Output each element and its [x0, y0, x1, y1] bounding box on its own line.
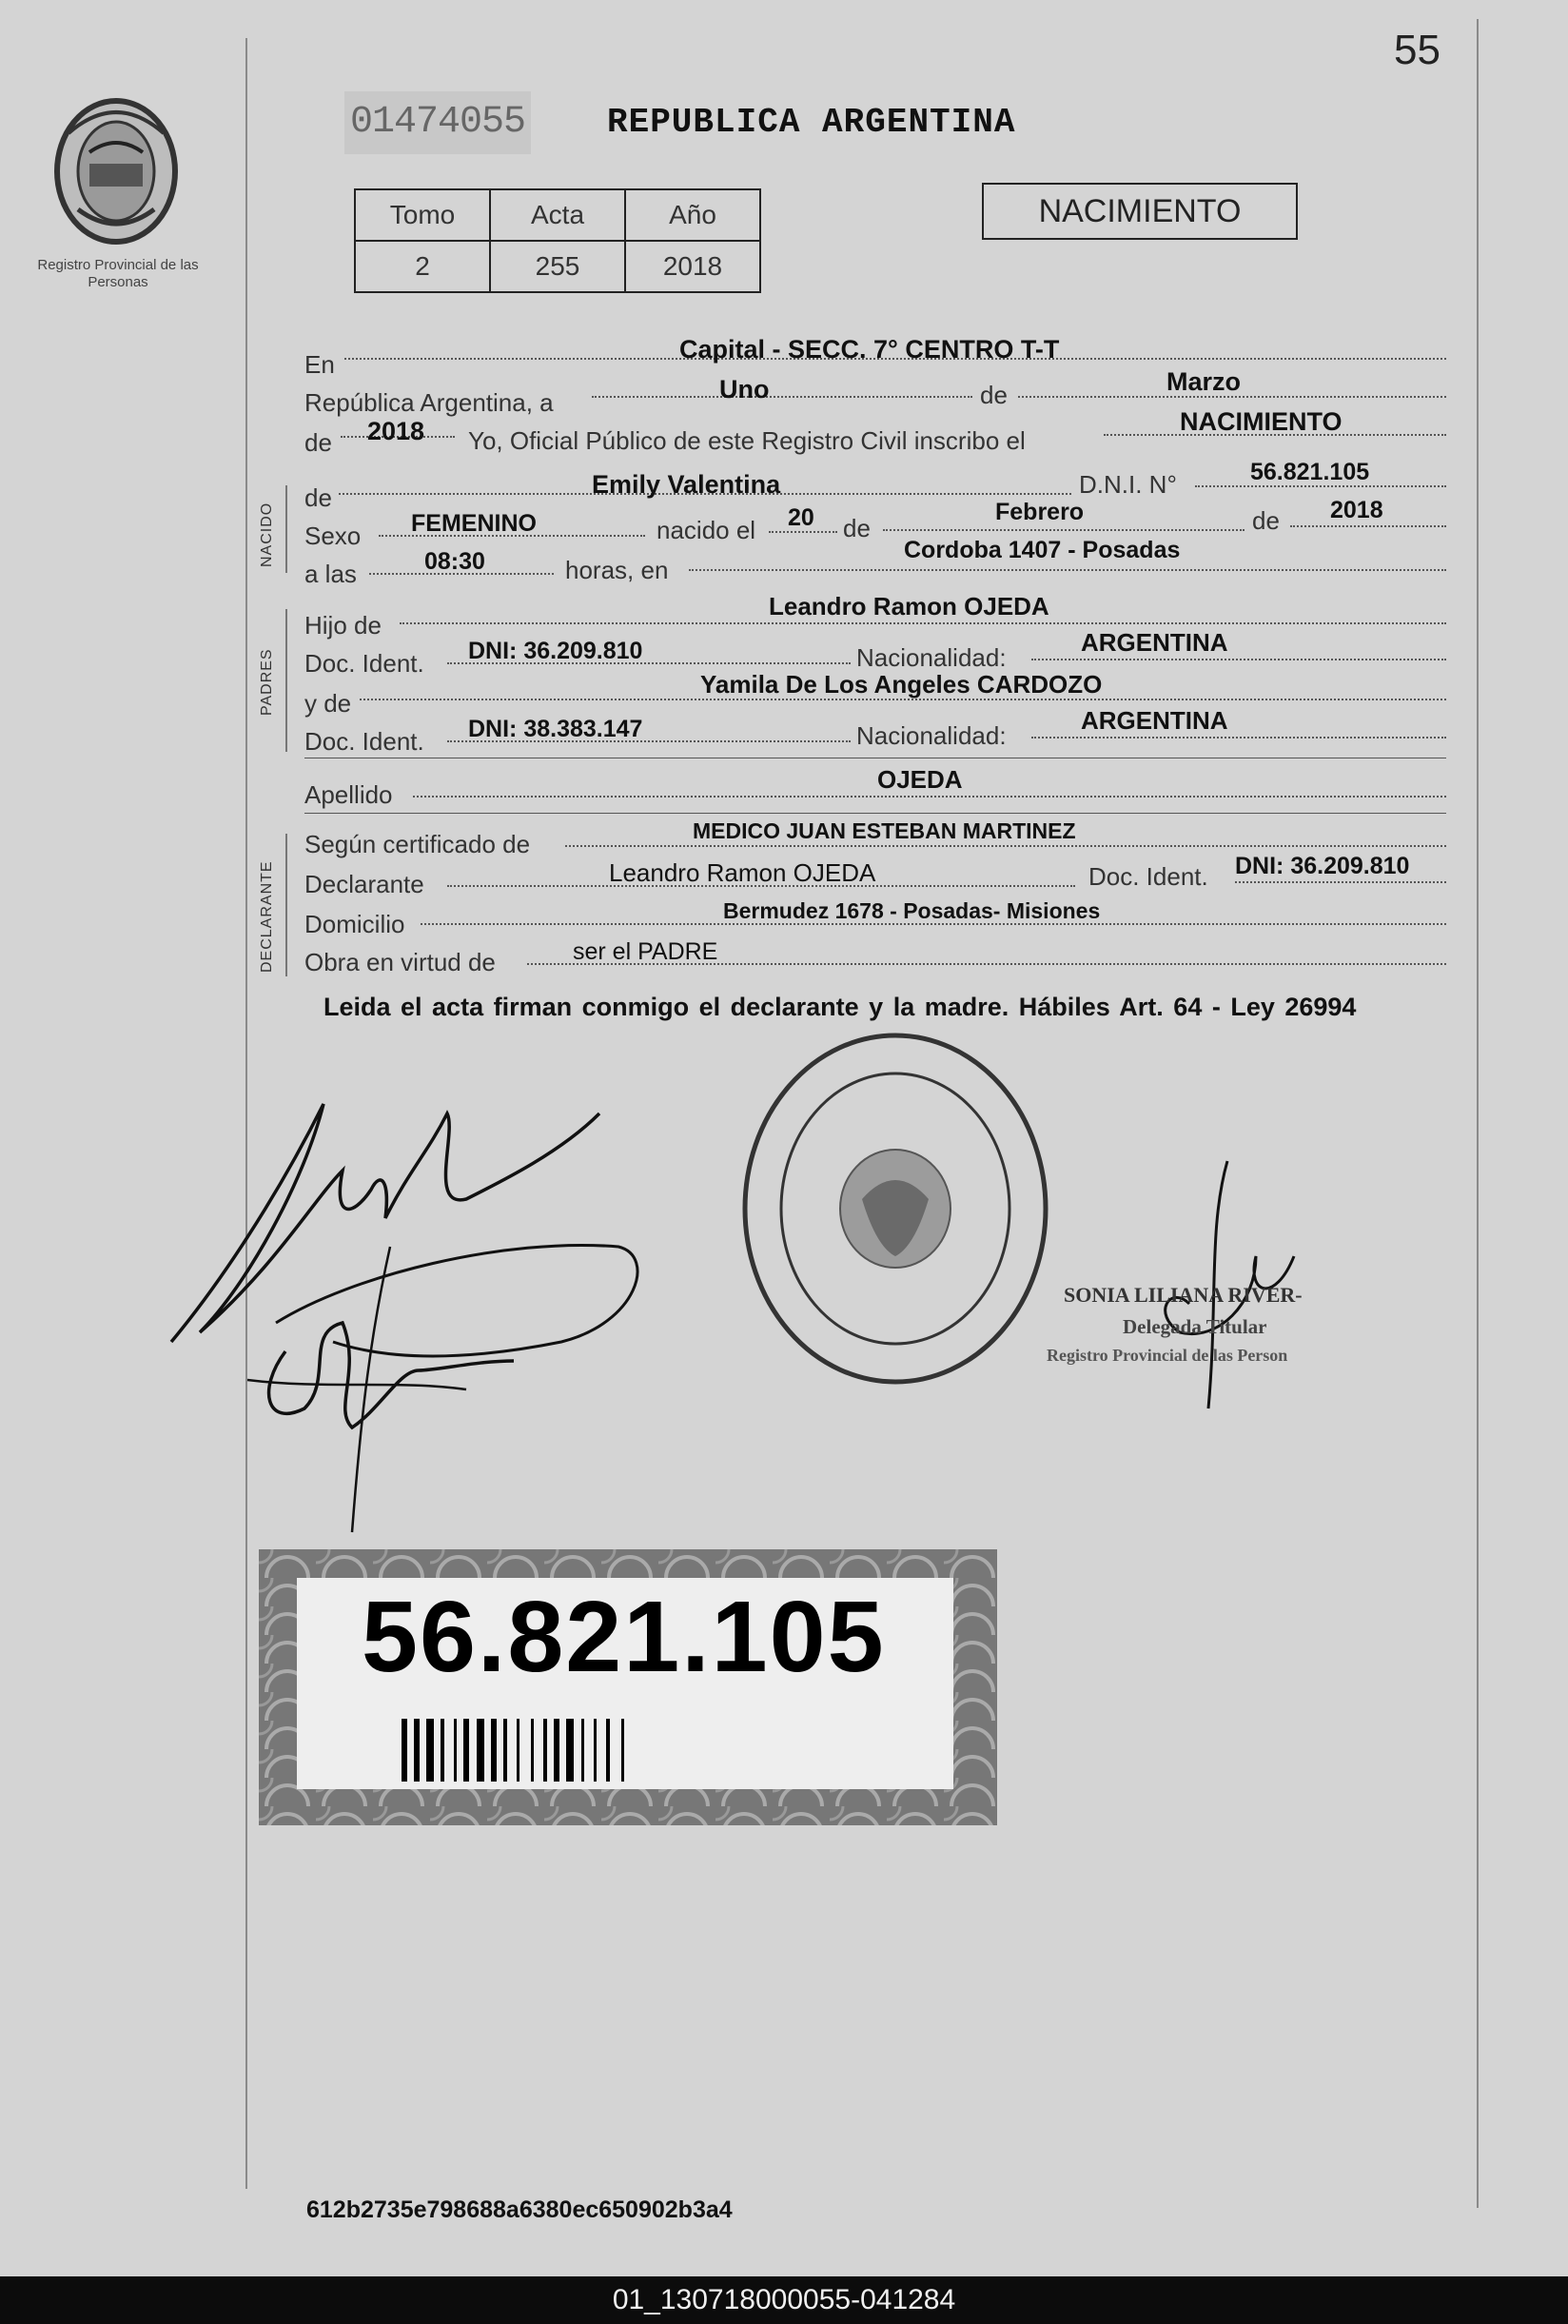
padres-section-label: PADRES	[259, 648, 275, 716]
birth-de-label-2: de	[1252, 506, 1280, 535]
obra-label: Obra en virtud de	[304, 948, 496, 976]
birth-month: Febrero	[995, 499, 1085, 525]
day-dots	[592, 396, 972, 398]
dni-label: D.N.I. N°	[1079, 470, 1177, 499]
hijo-label: Hijo de	[304, 611, 382, 640]
date-year: 2018	[367, 417, 425, 445]
date-day: Uno	[719, 375, 770, 404]
place-label: En	[304, 350, 335, 379]
declarante-section-line	[285, 834, 287, 976]
anio-value: 2018	[625, 241, 760, 292]
declarant-label: Declarante	[304, 870, 424, 898]
cert-value: MEDICO JUAN ESTEBAN MARTINEZ	[693, 818, 1076, 843]
right-margin-line	[1477, 19, 1479, 2208]
father-doc: DNI: 36.209.810	[468, 638, 643, 664]
declarant-doc-dots	[1235, 881, 1446, 883]
declarant-name: Leandro Ramon OJEDA	[609, 858, 876, 887]
date-label: República Argentina, a	[304, 388, 554, 417]
declarante-section-label: DECLARANTE	[259, 860, 275, 973]
record-type-box: NACIMIENTO	[982, 183, 1298, 240]
birth-de-label: de	[843, 514, 871, 542]
mother-name: Yamila De Los Angeles CARDOZO	[700, 670, 1103, 699]
acta-header: Acta	[490, 189, 625, 241]
obra-value: ser el PADRE	[573, 938, 718, 965]
footer-code: 01_130718000055-041284	[612, 2284, 956, 2315]
name-label: de	[304, 483, 332, 512]
place-value: Capital - SECC. 7° CENTRO T-T	[679, 335, 1060, 364]
section-divider-2	[304, 813, 1446, 814]
coat-of-arms-logo	[49, 95, 183, 252]
mother-nat-label: Nacionalidad:	[856, 721, 1007, 750]
official-name: SONIA LILIANA RIVER-	[1064, 1283, 1303, 1307]
child-name: Emily Valentina	[592, 470, 781, 499]
mother-signature	[247, 1218, 533, 1551]
logo-label: Registro Provincial de las Personas	[37, 257, 199, 290]
mother-nat-dots	[1031, 737, 1446, 739]
sexo-label: Sexo	[304, 522, 362, 550]
nacido-section-label: NACIDO	[259, 502, 275, 567]
acta-value: 255	[490, 241, 625, 292]
birth-month-dots	[883, 529, 1245, 531]
birth-day: 20	[788, 504, 814, 531]
date-month: Marzo	[1166, 367, 1242, 396]
declarant-doc-label: Doc. Ident.	[1088, 862, 1208, 891]
father-nat-label: Nacionalidad:	[856, 643, 1007, 672]
father-dots	[400, 622, 1446, 624]
date-de-label: de	[980, 381, 1008, 409]
mother-doc: DNI: 38.383.147	[468, 716, 643, 742]
birth-place: Cordoba 1407 - Posadas	[904, 537, 1181, 563]
surname-value: OJEDA	[877, 765, 963, 794]
footer-code-bar	[0, 2276, 1568, 2324]
serial-number: 01474055	[344, 91, 531, 154]
inscribe-value: NACIMIENTO	[1180, 407, 1343, 436]
cert-dots	[565, 845, 1446, 847]
official-org: Registro Provincial de las Person	[1047, 1346, 1288, 1365]
father-doc-label: Doc. Ident.	[304, 649, 424, 678]
father-nationality: ARGENTINA	[1081, 628, 1228, 657]
hours-label: horas, en	[565, 556, 669, 584]
tomo-header: Tomo	[355, 189, 490, 241]
birth-year-dots	[1290, 525, 1446, 527]
birth-place-dots	[689, 569, 1446, 571]
nacido-label: nacido el	[657, 516, 756, 544]
mother-doc-label: Doc. Ident.	[304, 727, 424, 756]
declarant-doc: DNI: 36.209.810	[1235, 853, 1410, 879]
mother-label: y de	[304, 689, 352, 718]
official-title: Delegada Titular	[1123, 1315, 1267, 1338]
domicile-label: Domicilio	[304, 910, 405, 938]
anio-header: Año	[625, 189, 760, 241]
surname-dots	[413, 796, 1446, 798]
document-hash: 612b2735e798688a6380ec650902b3a4	[306, 2196, 733, 2223]
mother-nationality: ARGENTINA	[1081, 706, 1228, 735]
country-title: REPUBLICA ARGENTINA	[607, 103, 1016, 142]
id-label-number: 56.821.105	[362, 1581, 886, 1693]
birth-year: 2018	[1330, 497, 1383, 523]
tomo-value: 2	[355, 241, 490, 292]
nacido-section-line	[285, 485, 287, 573]
child-sex: FEMENINO	[411, 510, 537, 537]
father-nat-dots	[1031, 659, 1446, 660]
inscribe-text: Yo, Oficial Público de este Registro Civil inscribo el	[468, 426, 1026, 455]
year-label: de	[304, 428, 332, 457]
cert-label: Según certificado de	[304, 830, 531, 858]
father-name: Leandro Ramon OJEDA	[769, 592, 1049, 620]
child-dni: 56.821.105	[1250, 459, 1370, 485]
birth-time: 08:30	[424, 548, 485, 575]
domicile-value: Bermudez 1678 - Posadas- Misiones	[723, 898, 1101, 923]
closing-statement: Leida el acta firman conmigo el declarante y la madre. Hábiles Art. 64 - Ley 26994	[323, 993, 1357, 1021]
official-stamp	[738, 1028, 1052, 1394]
time-label: a las	[304, 560, 357, 588]
padres-section-line	[285, 609, 287, 752]
surname-label: Apellido	[304, 780, 393, 809]
page-number: 55	[1394, 27, 1441, 73]
record-table	[354, 188, 761, 293]
